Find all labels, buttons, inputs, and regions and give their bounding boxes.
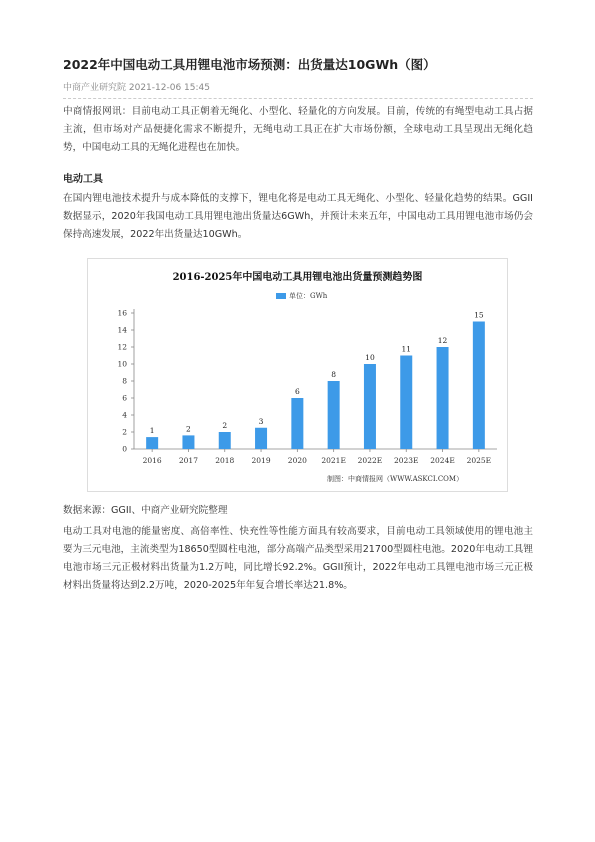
bar-2022E [364, 364, 376, 449]
body-paragraph: 在国内锂电池技术提升与成本降低的支撑下，锂电化将是电动工具无绳化、小型化、轻量化趋势的结果。GGII数据显示，2020年我国电动工具用锂电池出货量达6GWh，并预计未来五年，中国电动工具用锂电池市场仍会保持高速发展，2022年出货量达10GWh。 [63, 193, 533, 240]
bar-2020 [291, 398, 303, 449]
x-tick-label: 2023E [393, 456, 419, 465]
bar-value-label: 3 [258, 416, 264, 426]
article-title: 2022年中国电动工具用锂电池市场预测：出货量达10GWh（图） [63, 57, 436, 72]
x-tick-label: 2018 [215, 456, 235, 465]
legend-label: 单位：GWh [289, 292, 328, 300]
x-tick-label: 2017 [178, 456, 198, 465]
y-tick-label: 10 [117, 359, 127, 369]
y-tick-label: 6 [122, 393, 127, 403]
bar-2025E [473, 322, 485, 450]
x-tick-label: 2021E [321, 456, 346, 465]
x-tick-label: 2020 [287, 456, 307, 465]
bar-2023E [400, 356, 412, 450]
detail-paragraph: 电动工具对电池的能量密度、高倍率性、快充性等性能方面具有较高要求，目前电动工具领域使用的锂电池主要为三元电池，主流类型为18650型圆柱电池，部分高端产品类型采用21700型圆柱电池。2020年电动工具锂电池市场三元正极材料出货量为1.2万吨，同比增长92.2%。GGII预计，2022年电动工具锂电池市场三元正极材料出货量将达到2.2万吨，2020-2025年年复合增长率达21.8%。 [63, 526, 533, 591]
y-tick-label: 0 [122, 444, 127, 454]
x-tick-label: 2019 [251, 456, 271, 465]
intro-paragraph: 中商情报网讯：目前电动工具正朝着无绳化、小型化、轻量化的方向发展。目前，传统的有绳型电动工具占据主流，但市场对产品便捷化需求不断提升，无绳电动工具正在扩大市场份额，全球电动工具呈现出无绳化趋势，中国电动工具的无绳化进程也在加快。 [63, 106, 533, 153]
y-tick-label: 4 [122, 410, 127, 420]
y-tick-label: 12 [117, 342, 127, 352]
chart-plot [88, 259, 507, 491]
bar-2018 [219, 432, 231, 449]
y-tick-label: 14 [117, 325, 127, 335]
x-tick-label: 2024E [430, 456, 455, 465]
y-tick-label: 2 [122, 427, 127, 437]
data-source: 数据来源：GGII、中商产业研究院整理 [63, 505, 228, 516]
article-meta: 中商产业研究院 2021-12-06 15:45 [63, 83, 210, 93]
bar-value-label: 11 [401, 344, 412, 354]
section-heading: 电动工具 [63, 174, 103, 185]
title-divider [63, 98, 533, 99]
bar-2019 [255, 428, 267, 449]
bar-2016 [146, 437, 158, 449]
bar-2017 [182, 435, 194, 449]
bar-value-label: 10 [365, 353, 375, 362]
bar-2024E [437, 347, 449, 449]
bar-value-label: 2 [222, 421, 228, 430]
x-tick-label: 2022E [357, 456, 383, 465]
bar-value-label: 8 [331, 370, 337, 379]
bar-value-label: 12 [437, 336, 448, 345]
x-tick-label: 2016 [142, 456, 162, 465]
bar-value-label: 15 [474, 310, 484, 320]
chart-title: 2016-2025年中国电动工具用锂电池出货量预测趋势图 [172, 272, 423, 283]
bar-value-label: 1 [149, 426, 155, 436]
bar-value-label: 6 [294, 387, 300, 396]
chart-credit: 制图：中商情报网（WWW.ASKCI.COM） [327, 475, 464, 483]
bar-2021E [328, 381, 340, 449]
bar-value-label: 2 [186, 424, 191, 434]
shipment-bar-chart [87, 258, 508, 492]
y-tick-label: 16 [117, 308, 127, 318]
y-tick-label: 8 [122, 376, 127, 386]
x-tick-label: 2025E [466, 456, 492, 465]
